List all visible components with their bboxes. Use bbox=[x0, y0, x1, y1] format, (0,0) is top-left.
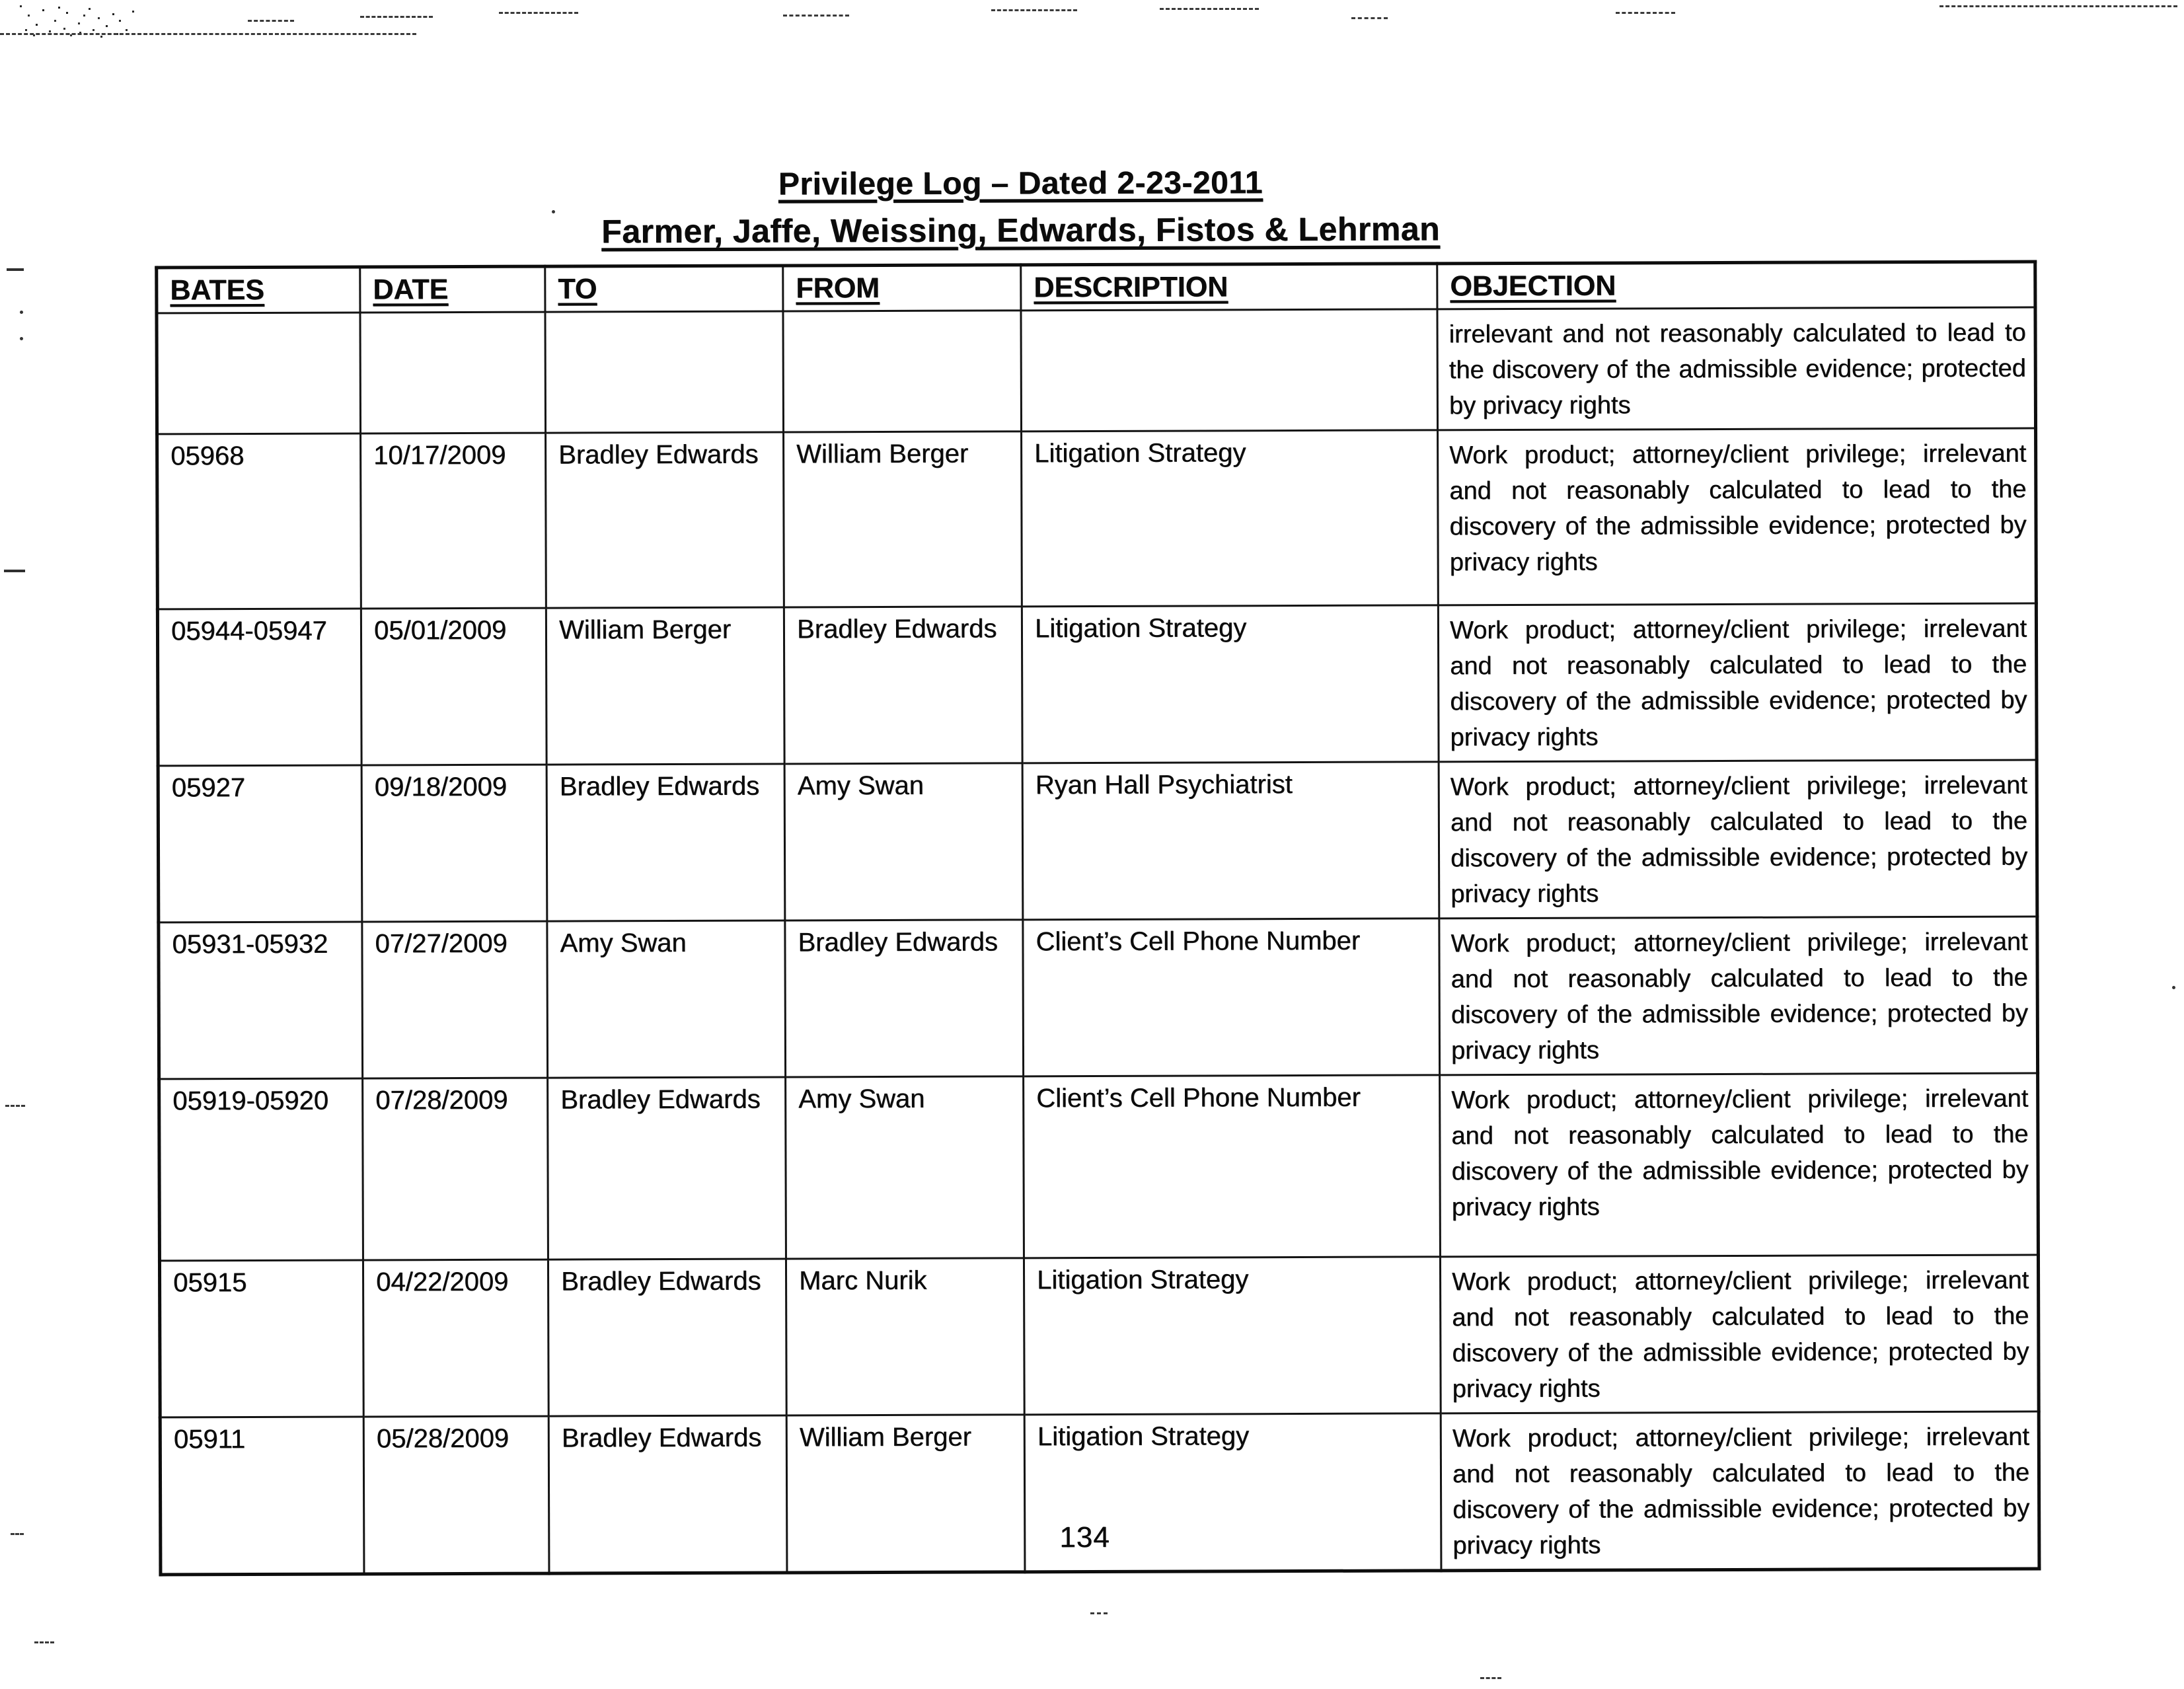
cell-bates bbox=[157, 313, 361, 434]
cell-date: 05/01/2009 bbox=[361, 608, 546, 765]
cell-to: Bradley Edwards bbox=[548, 1415, 787, 1573]
cell-from: Amy Swan bbox=[786, 1076, 1024, 1259]
cell-objection: Work product; attorney/client privilege; irrelevant and not reasonably calculated to lead to the discovery of the admissible evidence; protected by privacy rights bbox=[1441, 1411, 2039, 1571]
cell-bates: 05911 bbox=[160, 1417, 364, 1575]
cell-description: Client’s Cell Phone Number bbox=[1023, 919, 1440, 1076]
column-header-from: FROM bbox=[783, 265, 1021, 311]
table-row bbox=[157, 307, 2036, 434]
cell-to: Bradley Edwards bbox=[546, 764, 785, 921]
cell-from bbox=[783, 311, 1022, 432]
cell-bates: 05915 bbox=[159, 1260, 363, 1417]
cell-to: Bradley Edwards bbox=[548, 1077, 786, 1259]
cell-to bbox=[545, 311, 784, 433]
cell-from: William Berger bbox=[784, 432, 1022, 607]
cell-date: 10/17/2009 bbox=[361, 433, 546, 609]
cell-date: 09/18/2009 bbox=[361, 765, 547, 922]
header-row bbox=[157, 262, 2035, 313]
document-header bbox=[0, 162, 2043, 252]
cell-from: Bradley Edwards bbox=[785, 920, 1024, 1077]
cell-description: Litigation Strategy bbox=[1022, 605, 1439, 763]
cell-bates: 05968 bbox=[157, 433, 361, 609]
table-row bbox=[157, 428, 2037, 609]
cell-description: Client’s Cell Phone Number bbox=[1024, 1075, 1441, 1258]
cell-description: Litigation Strategy bbox=[1024, 1413, 1441, 1572]
privilege-log-table bbox=[155, 260, 2041, 1577]
cell-bates: 05919-05920 bbox=[159, 1078, 363, 1261]
cell-objection: Work product; attorney/client privilege; irrelevant and not reasonably calculated to lead to the discovery of the admissible evidence; protected by privacy rights bbox=[1440, 1073, 2039, 1257]
column-header-description: DESCRIPTION bbox=[1021, 264, 1437, 311]
cell-objection: Work product; attorney/client privilege; irrelevant and not reasonably calculated to lead to the discovery of the admissible evidence; protected by privacy rights bbox=[1439, 917, 2038, 1075]
cell-description: Litigation Strategy bbox=[1022, 430, 1439, 607]
table-row bbox=[157, 603, 2037, 766]
table-row bbox=[159, 1073, 2039, 1261]
column-header-objection: OBJECTION bbox=[1437, 262, 2035, 309]
page-number: 134 bbox=[1059, 1520, 1110, 1554]
cell-from: William Berger bbox=[786, 1415, 1025, 1573]
cell-objection: irrelevant and not reasonably calculated to lead to the discovery of the admissible evidence; protected by privacy rights bbox=[1437, 307, 2036, 430]
cell-date: 04/22/2009 bbox=[363, 1259, 548, 1417]
column-header-bates: BATES bbox=[157, 267, 360, 313]
document-title: Privilege Log – Dated 2-23-2011 bbox=[778, 165, 1263, 202]
cell-objection: Work product; attorney/client privilege; irrelevant and not reasonably calculated to lead to the discovery of the admissible evidence; protected by privacy rights bbox=[1438, 603, 2037, 762]
cell-to: Amy Swan bbox=[547, 920, 786, 1078]
column-header-date: DATE bbox=[360, 266, 545, 313]
cell-bates: 05927 bbox=[158, 765, 362, 922]
cell-from: Amy Swan bbox=[784, 763, 1023, 920]
table-row bbox=[159, 1255, 2039, 1417]
cell-from: Marc Nurik bbox=[786, 1258, 1024, 1415]
cell-description bbox=[1021, 309, 1438, 432]
column-header-to: TO bbox=[545, 266, 783, 312]
cell-date: 07/28/2009 bbox=[363, 1078, 548, 1260]
document-subtitle: Farmer, Jaffe, Weissing, Edwards, Fistos & Lehrman bbox=[601, 210, 1441, 250]
cell-date: 05/28/2009 bbox=[363, 1416, 549, 1574]
cell-description: Ryan Hall Psychiatrist bbox=[1022, 762, 1439, 920]
table-row bbox=[158, 760, 2037, 922]
cell-objection: Work product; attorney/client privilege; irrelevant and not reasonably calculated to lead to the discovery of the admissible evidence; protected by privacy rights bbox=[1439, 760, 2037, 919]
cell-from: Bradley Edwards bbox=[784, 607, 1022, 764]
cell-bates: 05944-05947 bbox=[157, 609, 361, 766]
cell-to: Bradley Edwards bbox=[548, 1259, 786, 1416]
cell-to: William Berger bbox=[546, 607, 784, 765]
cell-date bbox=[360, 312, 546, 433]
cell-bates: 05931-05932 bbox=[159, 922, 363, 1079]
cell-objection: Work product; attorney/client privilege; irrelevant and not reasonably calculated to lead to the discovery of the admissible evidence; protected by privacy rights bbox=[1440, 1255, 2039, 1413]
cell-objection: Work product; attorney/client privilege; irrelevant and not reasonably calculated to lead to the discovery of the admissible evidence; protected by privacy rights bbox=[1438, 428, 2037, 605]
cell-to: Bradley Edwards bbox=[546, 432, 784, 608]
table-row bbox=[159, 917, 2038, 1079]
cell-date: 07/27/2009 bbox=[362, 921, 548, 1078]
cell-description: Litigation Strategy bbox=[1024, 1257, 1441, 1415]
